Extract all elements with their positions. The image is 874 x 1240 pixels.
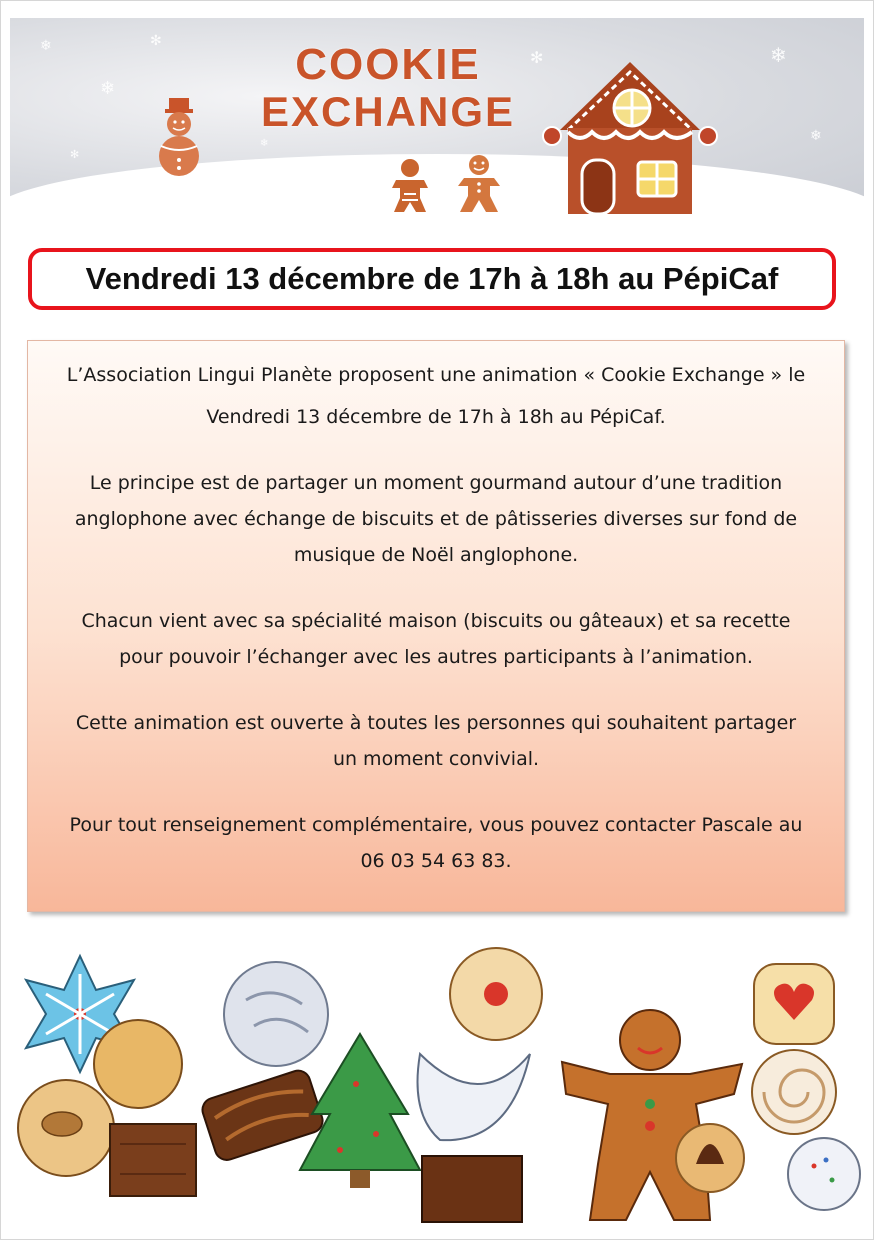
title-line-2: EXCHANGE — [260, 88, 516, 135]
snowflake-icon: ❄ — [770, 43, 787, 67]
header-banner — [10, 18, 864, 214]
snowflake-icon: ✻ — [530, 48, 544, 67]
paragraph-open-line-2: un moment convivial. — [332, 748, 540, 770]
snowflake-icon: ❄ — [100, 78, 116, 99]
sugar-cookie-icon — [94, 1020, 182, 1108]
paragraph-intro-line-2: Vendredi 13 décembre de 17h à 18h au PépiCaf. — [206, 406, 666, 428]
date-headline-box — [28, 248, 836, 310]
paragraph-participation-line-1: Chacun vient avec sa spécialité maison (biscuits ou gâteaux) et sa recette — [81, 610, 791, 632]
cookies-illustration — [10, 944, 864, 1234]
paragraph-participation-line-2: pour pouvoir l’échanger avec les autres participants à l’animation. — [119, 646, 753, 668]
gingerbread-man-icon — [388, 158, 432, 214]
paragraph-principle-line-1: Le principe est de partager un moment gourmand autour d’une tradition — [89, 472, 783, 494]
snowman-icon — [156, 96, 202, 180]
snowflake-icon: ✻ — [150, 33, 162, 49]
snowflake-icon: ❄ — [810, 128, 822, 144]
snowflake-icon: ✻ — [70, 148, 80, 161]
chocolate-cookie-icon — [199, 1068, 325, 1163]
paragraph-contact-line-2: 06 03 54 63 83. — [360, 850, 512, 872]
paragraph-intro-line-1: L’Association Lingui Planète proposent une animation « Cookie Exchange » le — [66, 364, 806, 386]
square-chocolate-cookie-icon — [422, 1156, 522, 1222]
flower-cookie-icon — [450, 948, 542, 1040]
snowball-cookie-icon — [224, 962, 328, 1066]
snowflake-icon: ❄ — [260, 138, 269, 149]
date-headline: Vendredi 13 décembre de 17h à 18h au PépiCaf — [85, 261, 779, 296]
gingerbread-man-icon — [454, 154, 504, 214]
paragraph-open-line-1: Cette animation est ouverte à toutes les personnes qui souhaitent partager — [75, 712, 797, 734]
brownie-icon — [110, 1124, 196, 1196]
crescent-cookie-icon — [418, 1054, 531, 1140]
heart-cookie-icon — [754, 964, 834, 1044]
sprinkle-cookie-icon — [788, 1138, 860, 1210]
paragraph-contact-line-1: Pour tout renseignement complémentaire, vous pouvez contacter Pascale au — [69, 814, 803, 836]
snow-ground — [10, 154, 864, 214]
snowflake-icon: ❄ — [40, 38, 52, 54]
gingerbread-house-icon — [540, 52, 720, 214]
paragraph-principle-line-2: anglophone avec échange de biscuits et de pâtisseries diverses sur fond de — [74, 508, 798, 530]
paragraph-principle-line-3: musique de Noël anglophone. — [293, 544, 579, 566]
description-panel — [27, 340, 845, 912]
title-line-1: COOKIE — [295, 40, 481, 89]
